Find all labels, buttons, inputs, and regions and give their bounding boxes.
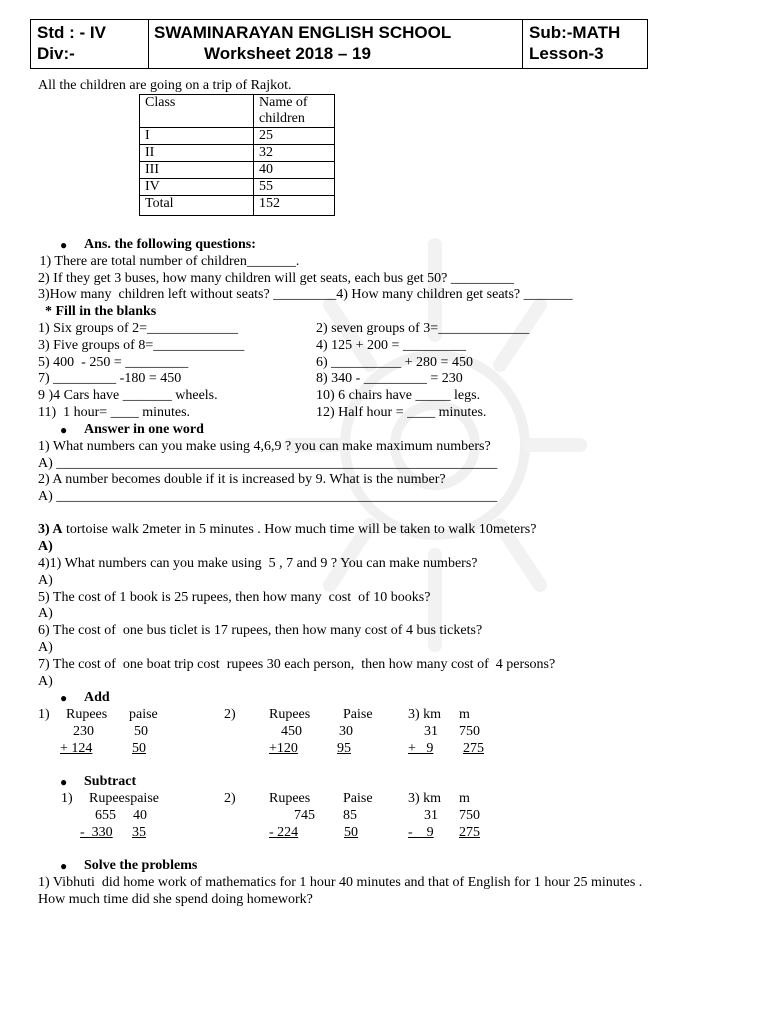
table-header-cell: Name of children: [254, 95, 335, 128]
number-value: 35: [132, 825, 146, 840]
bullet-icon: ●: [60, 238, 68, 252]
number-value: - 330: [80, 825, 113, 840]
number-value: + 9: [408, 741, 434, 756]
number-value: 30: [339, 724, 353, 739]
lesson-label: Lesson-3: [529, 44, 604, 63]
problem-number: 1): [38, 707, 50, 722]
problem-line: How much time did she spend doing homework?: [38, 892, 313, 907]
question-line: 4)1) What numbers can you make using 5 , 7 and 9 ? You can make numbers?: [38, 556, 478, 571]
question-line: 6) The cost of one bus ticlet is 17 rupees, then how many cost of 4 bus tickets?: [38, 623, 483, 638]
question-line: 2) If they get 3 buses, how many children will get seats, each bus get 50? _________: [38, 271, 514, 286]
column-header: Paise: [343, 791, 373, 806]
table-cell: 25: [254, 128, 335, 145]
intro-text: All the children are going on a trip of Rajkot.: [38, 78, 292, 93]
answer-label: A): [38, 573, 53, 588]
table-cell: II: [140, 145, 254, 162]
answer-label: A): [38, 606, 53, 621]
question-line: 5) The cost of 1 book is 25 rupees, then how many cost of 10 books?: [38, 590, 431, 605]
children-table: [139, 94, 335, 216]
number-value: 95: [337, 741, 351, 756]
answer-label: A): [38, 539, 53, 554]
number-value: 230: [73, 724, 94, 739]
column-header: Rupees: [269, 707, 311, 722]
table-cell: 152: [254, 196, 335, 216]
number-value: - 224: [269, 825, 299, 840]
blank-item: 1) Six groups of 2=_____________: [38, 321, 239, 336]
number-value: - 9: [408, 825, 434, 840]
number-value: 750: [459, 724, 480, 739]
section-title-subtract: Subtract: [84, 774, 137, 789]
problem-number: 2): [224, 707, 236, 722]
table-row: [140, 162, 335, 179]
table-header-row: [140, 95, 335, 128]
section-title-questions: Ans. the following questions:: [84, 237, 256, 252]
school-name: SWAMINARAYAN ENGLISH SCHOOL: [154, 23, 452, 42]
blank-item: 8) 340 - _________ = 230: [316, 371, 463, 386]
table-cell: 40: [254, 162, 335, 179]
number-value: 655: [95, 808, 116, 823]
problem-line: 1) Vibhuti did home work of mathematics for 1 hour 40 minutes and that of English for 1 hour 25 minutes .: [38, 875, 643, 890]
blank-item: 6) __________ + 280 = 450: [316, 355, 473, 370]
column-header: Rupees: [269, 791, 311, 806]
problem-number: 2): [224, 791, 236, 806]
section-title-fill-blanks: * Fill in the blanks: [45, 304, 157, 319]
number-value: +120: [269, 741, 298, 756]
number-value: 50: [344, 825, 358, 840]
number-value: 31: [424, 724, 438, 739]
blank-item: 9 )4 Cars have _______ wheels.: [38, 388, 218, 403]
bullet-icon: ●: [60, 691, 68, 705]
number-value: 40: [133, 808, 147, 823]
bullet-icon: ●: [60, 423, 68, 437]
section-title-add: Add: [84, 690, 110, 705]
problem-number: 3) km: [408, 707, 442, 722]
number-value: 50: [134, 724, 148, 739]
column-header: Rupeespaise: [89, 791, 159, 806]
blank-item: 4) 125 + 200 = _________: [316, 338, 466, 353]
blank-item: 7) _________ -180 = 450: [38, 371, 182, 386]
header-class-cell: [31, 20, 149, 68]
column-header: m: [459, 707, 470, 722]
number-value: 85: [343, 808, 357, 823]
std-label: Std : - IV: [37, 23, 106, 42]
table-cell: IV: [140, 179, 254, 196]
blank-item: 5) 400 - 250 = _________: [38, 355, 189, 370]
number-value: + 124: [60, 741, 93, 756]
number-value: 50: [132, 741, 146, 756]
column-header: m: [459, 791, 470, 806]
blank-item: 11) 1 hour= ____ minutes.: [38, 405, 191, 420]
blank-item: 10) 6 chairs have _____ legs.: [316, 388, 481, 403]
answer-line: A) _______________________________________________________________: [38, 489, 498, 504]
number-value: 450: [281, 724, 302, 739]
question-number: 3) A: [38, 522, 63, 537]
table-row: [140, 145, 335, 162]
number-value: 275: [463, 741, 484, 756]
question-line: 1) What numbers can you make using 4,6,9 ? you can make maximum numbers?: [38, 439, 491, 454]
question-line: 3)How many children left without seats? _________4) How many children get seats? _______: [38, 287, 573, 302]
table-cell: 32: [254, 145, 335, 162]
number-value: 31: [424, 808, 438, 823]
problem-number: 3) km: [408, 791, 442, 806]
div-label: Div:-: [37, 44, 75, 63]
question-text: tortoise walk 2meter in 5 minutes . How much time will be taken to walk 10meters?: [62, 522, 537, 537]
answer-line: A) _______________________________________________________________: [38, 456, 498, 471]
section-title-solve: Solve the problems: [84, 858, 198, 873]
header-school-cell: [149, 20, 523, 68]
column-header: Paise: [343, 707, 373, 722]
column-header: Rupees: [66, 707, 108, 722]
table-cell: I: [140, 128, 254, 145]
blank-item: 2) seven groups of 3=_____________: [316, 321, 530, 336]
number-value: 275: [459, 825, 480, 840]
table-cell: 55: [254, 179, 335, 196]
answer-label: A): [38, 674, 53, 689]
table-row: [140, 179, 335, 196]
header-subject-cell: [523, 20, 647, 68]
question-line: 1) There are total number of children_______.: [36, 254, 300, 269]
bullet-icon: ●: [60, 775, 68, 789]
question-line: 2) A number becomes double if it is increased by 9. What is the number?: [38, 472, 446, 487]
table-header-cell: Class: [140, 95, 254, 128]
answer-label: A): [38, 640, 53, 655]
table-row: [140, 128, 335, 145]
table-cell: III: [140, 162, 254, 179]
blank-item: 3) Five groups of 8=_____________: [38, 338, 245, 353]
problem-number: 1): [61, 791, 73, 806]
bullet-icon: ●: [60, 859, 68, 873]
table-row: [140, 196, 335, 216]
section-title-one-word: Answer in one word: [84, 422, 204, 437]
blank-item: 12) Half hour = ____ minutes.: [316, 405, 487, 420]
table-cell: Total: [140, 196, 254, 216]
worksheet-title: Worksheet 2018 – 19: [204, 44, 371, 63]
question-line: [38, 522, 536, 538]
worksheet-header: [30, 19, 648, 69]
number-value: 745: [294, 808, 315, 823]
number-value: 750: [459, 808, 480, 823]
subject-label: Sub:-MATH: [529, 23, 621, 42]
question-line: 7) The cost of one boat trip cost rupees 30 each person, then how many cost of 4 persons?: [38, 657, 556, 672]
column-header: paise: [129, 707, 158, 722]
